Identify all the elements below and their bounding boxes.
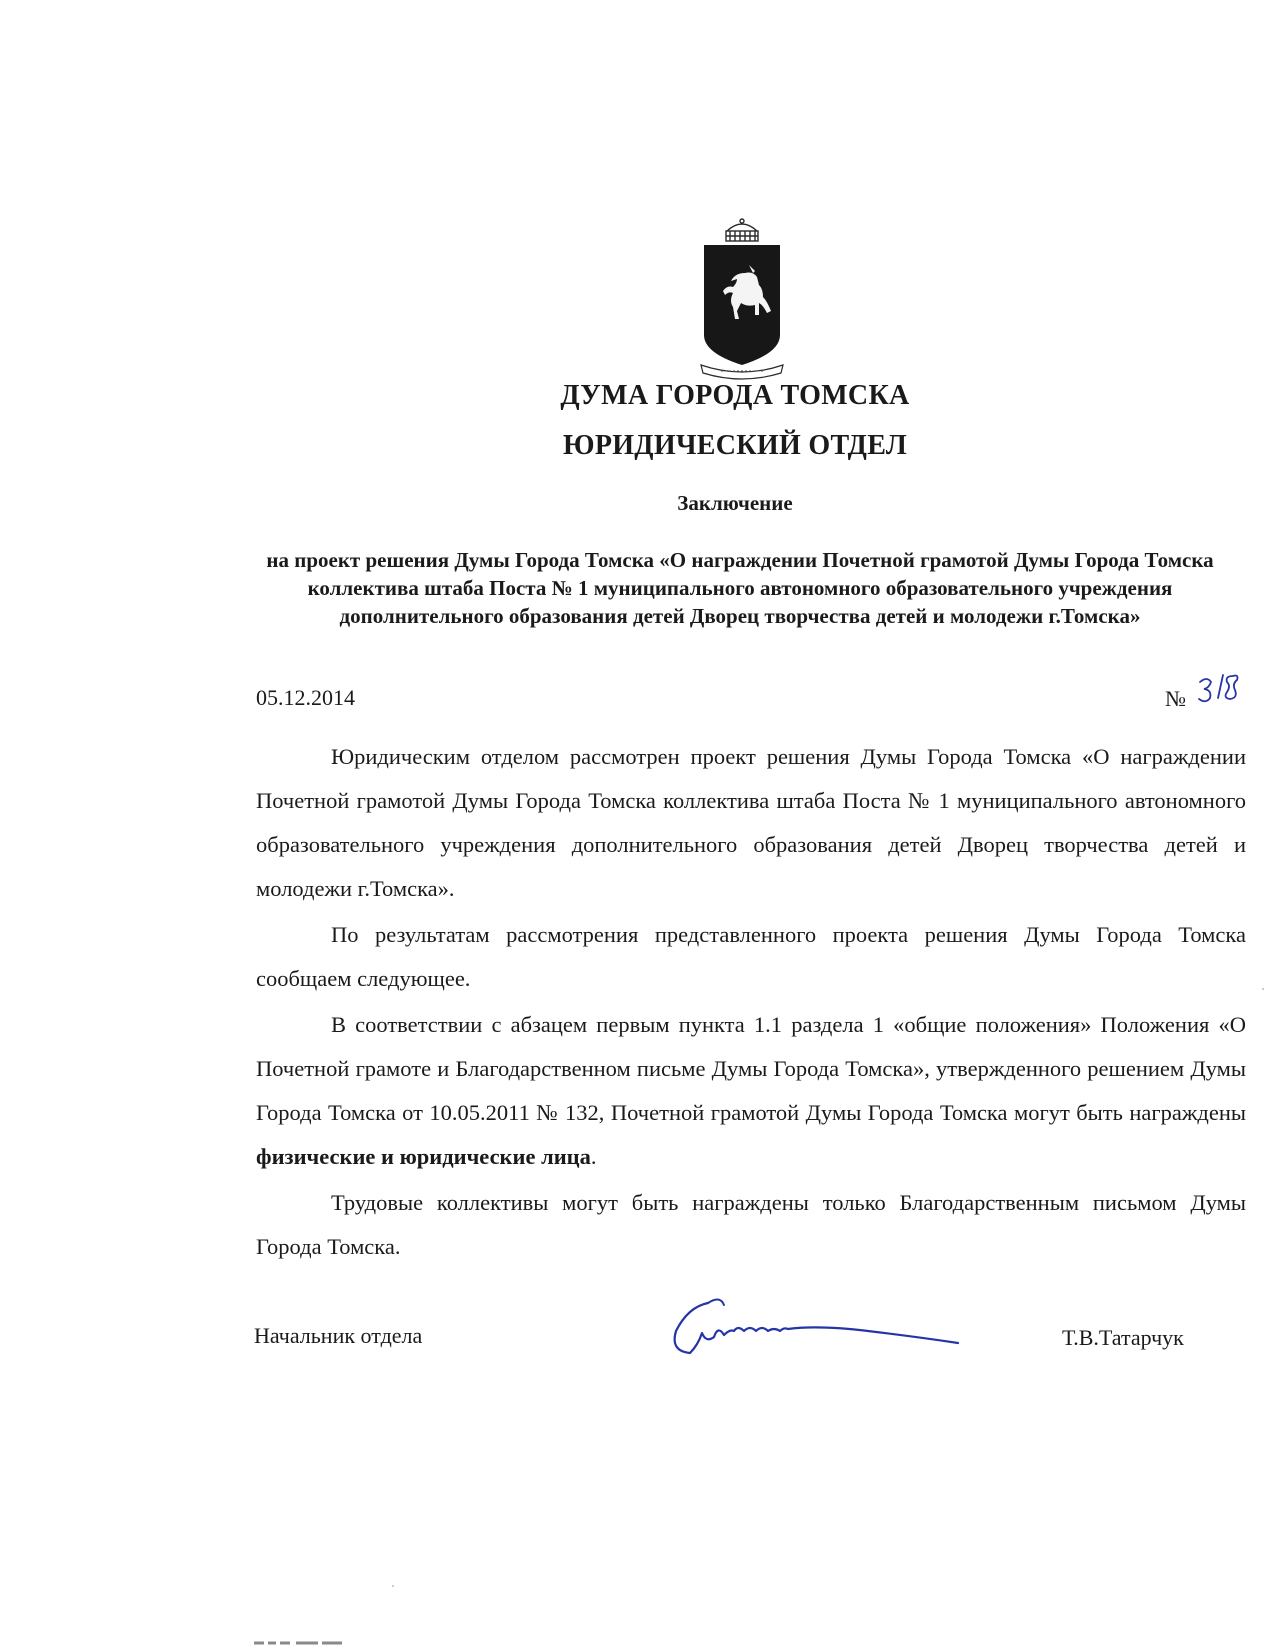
- handwritten-signature: [668, 1285, 968, 1365]
- document-date: 05.12.2014: [256, 685, 355, 710]
- body-paragraph: Юридическим отделом рассмотрен проект решения Думы Города Томска «О награждении Почетной грамотой Думы Города Томска коллектива штаба Поста № 1 муниципального автономного образовательного учреждения дополнительного образования детей Дворец творчества детей и молодежи г.Томска».: [256, 744, 1246, 901]
- department-name: ЮРИДИЧЕСКИЙ ОТДЕЛ: [563, 430, 907, 461]
- scan-speck: [392, 1585, 394, 1587]
- body-paragraph: По результатам рассмотрения представленного проекта решения Думы Города Томска сообщаем следующее.: [256, 922, 1246, 991]
- scan-speck: [1262, 988, 1264, 990]
- handwritten-document-number: [1197, 668, 1249, 710]
- organization-name: ДУМА ГОРОДА ТОМСКА: [560, 380, 910, 411]
- document-title: Заключение: [677, 491, 793, 515]
- body-paragraph: Трудовые коллективы могут быть награждены только Благодарственным письмом Думы Города Томска.: [256, 1190, 1246, 1259]
- document-number-label: №: [1165, 686, 1186, 711]
- body-paragraph: В соответствии с абзацем первым пункта 1.1 раздела 1 «общие положения» Положения «О Почетной грамоте и Благодарственном письме Думы Города Томска», утвержденного решением Думы Города Томска от 10.05.2011 № 132, Почетной грамотой Думы Города Томска могут быть награждены физические и юридические лица.: [256, 1012, 1246, 1169]
- cropped-footer-text-fragment: [252, 1633, 347, 1645]
- document-body: [256, 735, 1246, 1271]
- signatory-name: Т.В.Татарчук: [1062, 1325, 1184, 1350]
- bold-emphasis: физические и юридические лица: [256, 1144, 591, 1169]
- document-subject: на проект решения Думы Города Томска «О награждении Почетной грамотой Думы Города Томска коллектива штаба Поста № 1 муниципального автономного образовательного учреждения дополнительного образования детей Дворец творчества детей и молодежи г.Томска»: [266, 548, 1214, 628]
- tomsk-coat-of-arms-emblem: [693, 215, 791, 380]
- signatory-role: Начальник отдела: [254, 1323, 423, 1348]
